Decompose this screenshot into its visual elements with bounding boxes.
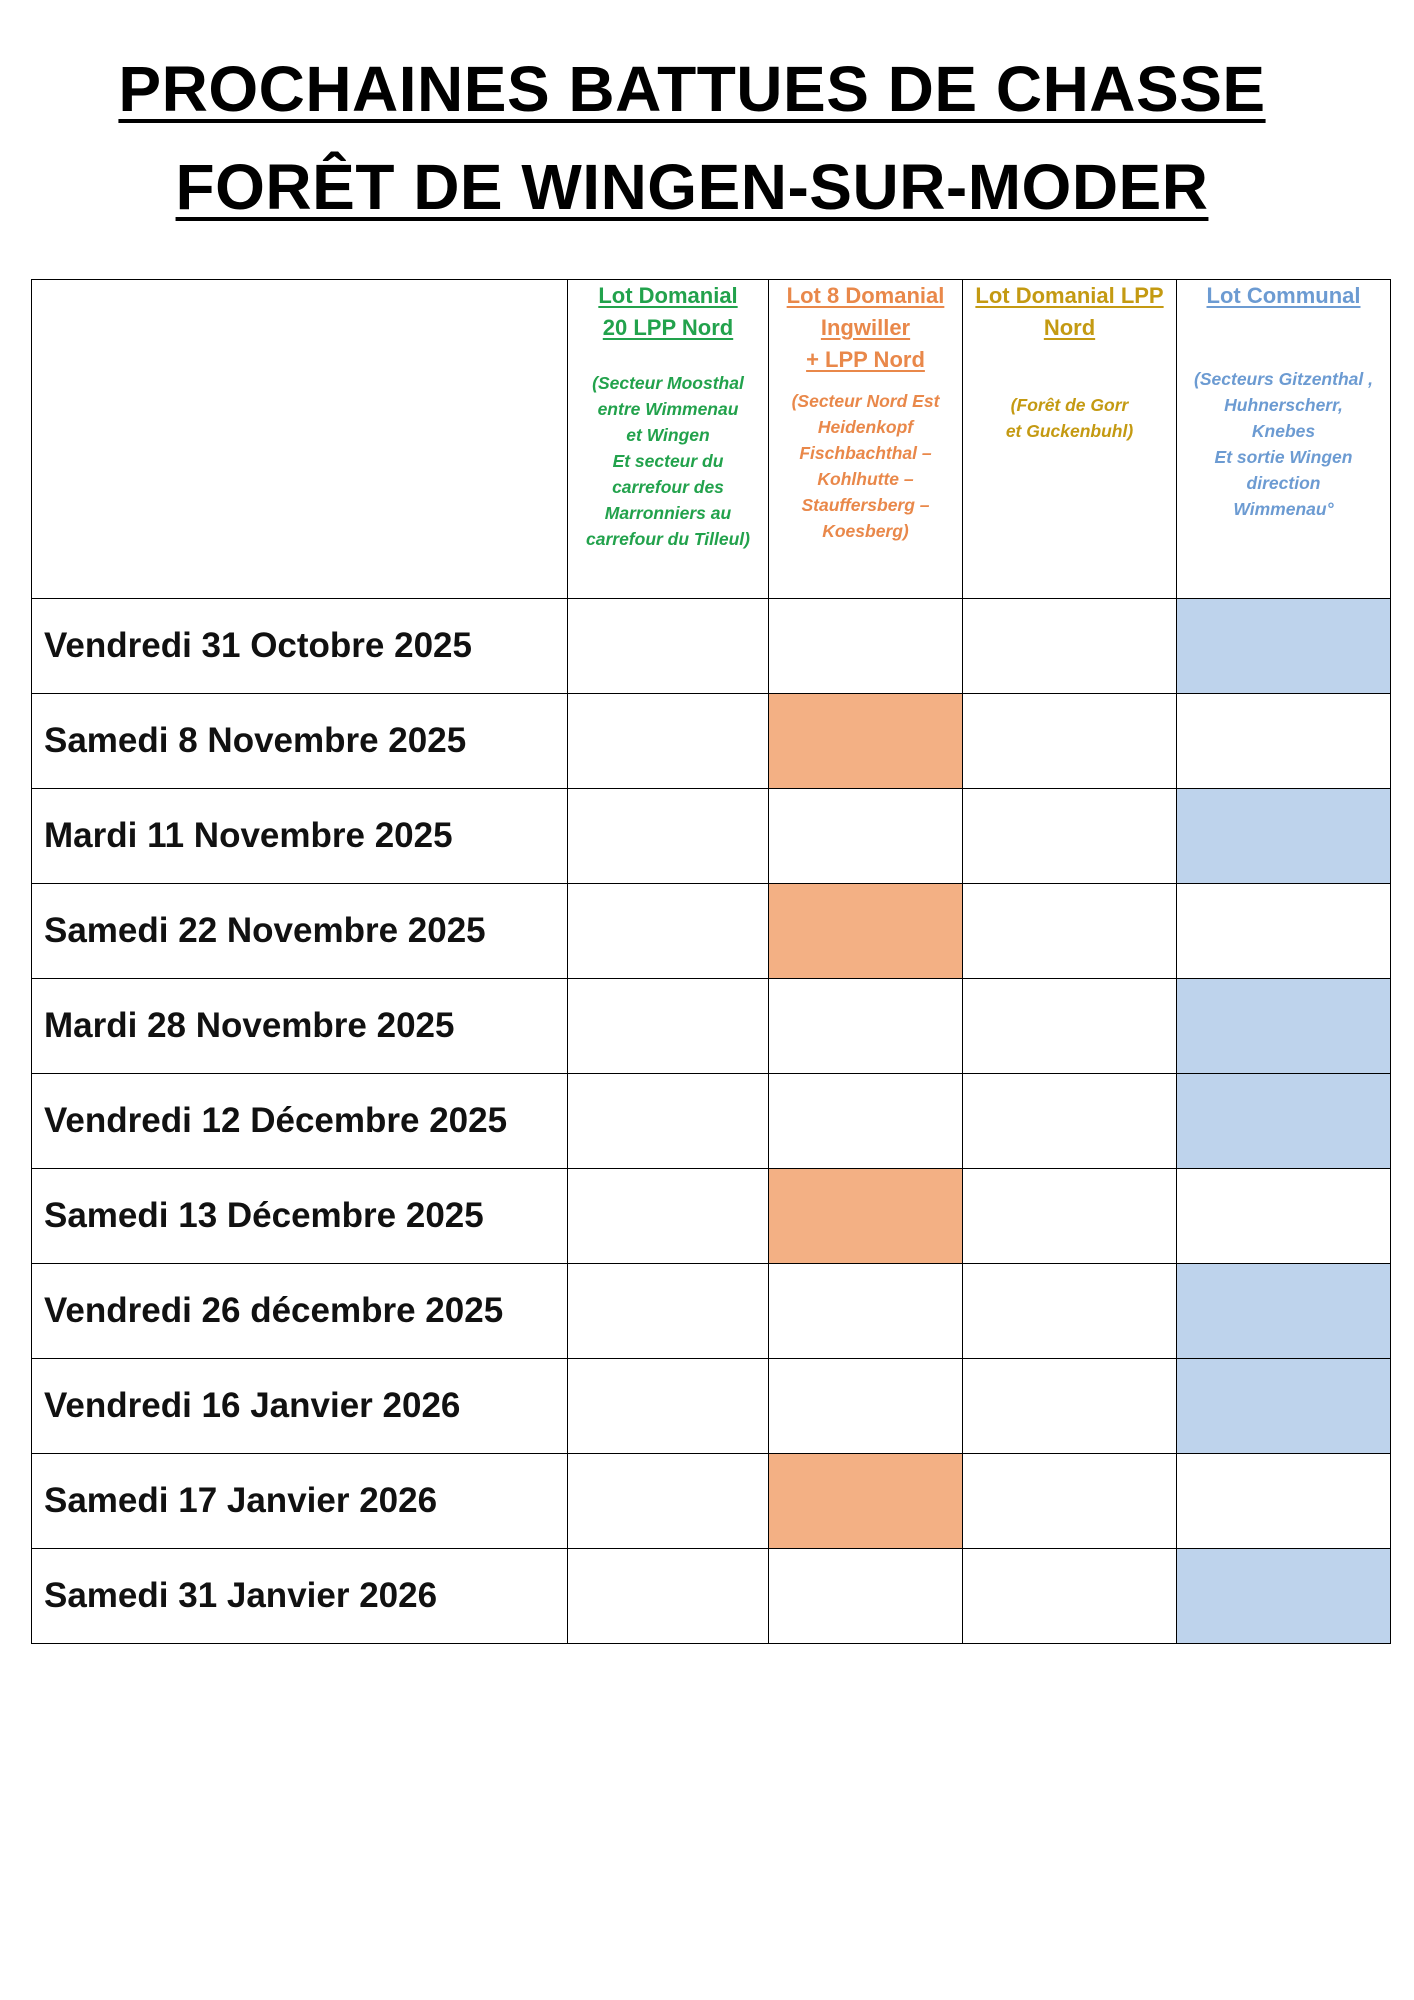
empty-cell (769, 1549, 963, 1644)
empty-cell (769, 1264, 963, 1359)
lot-name-line: Lot Domanial LPP (975, 283, 1164, 308)
table-row (32, 1359, 1391, 1454)
empty-cell (963, 1549, 1177, 1644)
date-cell (32, 979, 568, 1074)
table-row (32, 1264, 1391, 1359)
date-cell (32, 694, 568, 789)
lot-desc-line: et Wingen (626, 425, 710, 445)
date-cell (32, 1169, 568, 1264)
lot-name (1177, 280, 1390, 312)
lot-desc-line: (Secteur Nord Est (791, 391, 940, 411)
lot-name (769, 280, 962, 376)
lot-desc-line: Marronniers au (604, 503, 732, 523)
hunt-date: Vendredi 31 Octobre 2025 (44, 626, 472, 665)
empty-cell (568, 1169, 769, 1264)
hunt-date: Samedi 13 Décembre 2025 (44, 1196, 484, 1235)
page-title (0, 40, 1414, 236)
hunt-date: Samedi 17 Janvier 2026 (44, 1481, 438, 1520)
lot-desc-line: (Secteur Moosthal (592, 373, 744, 393)
header-row (32, 280, 1391, 599)
hunt-date: Vendredi 26 décembre 2025 (44, 1291, 504, 1330)
empty-cell (963, 1169, 1177, 1264)
lot-name-line: 20 LPP Nord (602, 315, 734, 340)
empty-cell (568, 979, 769, 1074)
schedule-rows (32, 599, 1391, 1644)
scheduled-cell (769, 1169, 963, 1264)
lot-desc-line: carrefour du Tilleul) (585, 529, 750, 549)
lot-name-line: Lot 8 Domanial (786, 283, 945, 308)
table-row (32, 1074, 1391, 1169)
hunt-date: Mardi 28 Novembre 2025 (44, 1006, 455, 1045)
header-lot-communal (1177, 280, 1391, 599)
lot-description (769, 388, 962, 544)
lot-desc-line: direction (1246, 473, 1321, 493)
empty-cell (963, 789, 1177, 884)
lot-desc-line: Stauffersberg – (801, 495, 930, 515)
lot-desc-line: Koesberg) (822, 521, 909, 541)
empty-cell (963, 979, 1177, 1074)
empty-cell (963, 599, 1177, 694)
lot-description (1177, 366, 1390, 522)
schedule-table (31, 279, 1391, 1644)
scheduled-cell (1177, 979, 1391, 1074)
lot-desc-line: Huhnerscherr, (1224, 395, 1343, 415)
lot-desc-line: Fischbachthal – (799, 443, 932, 463)
scheduled-cell (769, 884, 963, 979)
hunt-date: Vendredi 16 Janvier 2026 (44, 1386, 461, 1425)
scheduled-cell (769, 1454, 963, 1549)
empty-cell (1177, 1454, 1391, 1549)
empty-cell (568, 599, 769, 694)
empty-cell (568, 1074, 769, 1169)
empty-cell (568, 694, 769, 789)
date-cell (32, 1454, 568, 1549)
empty-cell (568, 1359, 769, 1454)
header-corner-cell (32, 280, 568, 599)
scheduled-cell (1177, 599, 1391, 694)
lot-name-line: + LPP Nord (806, 347, 925, 372)
empty-cell (769, 1074, 963, 1169)
scheduled-cell (1177, 1549, 1391, 1644)
date-cell (32, 1359, 568, 1454)
empty-cell (568, 1454, 769, 1549)
empty-cell (963, 1074, 1177, 1169)
empty-cell (769, 789, 963, 884)
lot-desc-line: entre Wimmenau (597, 399, 739, 419)
lot-desc-line: Et secteur du (612, 451, 724, 471)
lot-desc-line: (Forêt de Gorr (1010, 395, 1129, 415)
header-lot-domanial-20 (568, 280, 769, 599)
date-cell (32, 1264, 568, 1359)
empty-cell (568, 1549, 769, 1644)
table-row (32, 1454, 1391, 1549)
hunt-date: Samedi 31 Janvier 2026 (44, 1576, 438, 1615)
table-row (32, 599, 1391, 694)
date-cell (32, 789, 568, 884)
table-row (32, 1549, 1391, 1644)
header-lot-8-domanial (769, 280, 963, 599)
empty-cell (963, 1359, 1177, 1454)
empty-cell (568, 789, 769, 884)
lot-desc-line: Wimmenau° (1233, 499, 1334, 519)
hunt-date: Samedi 22 Novembre 2025 (44, 911, 486, 950)
date-cell (32, 1549, 568, 1644)
empty-cell (568, 884, 769, 979)
lot-desc-line: Et sortie Wingen (1214, 447, 1353, 467)
empty-cell (1177, 884, 1391, 979)
lot-name-line: Lot Communal (1206, 283, 1361, 308)
table-row (32, 884, 1391, 979)
empty-cell (963, 884, 1177, 979)
scheduled-cell (1177, 1074, 1391, 1169)
empty-cell (1177, 1169, 1391, 1264)
lot-desc-line: Knebes (1251, 421, 1316, 441)
lot-description (568, 370, 768, 552)
empty-cell (963, 694, 1177, 789)
hunt-date: Samedi 8 Novembre 2025 (44, 721, 467, 760)
lot-desc-line: Kohlhutte – (817, 469, 914, 489)
lot-desc-line: et Guckenbuhl) (1005, 421, 1134, 441)
scheduled-cell (1177, 1264, 1391, 1359)
lot-name (568, 280, 768, 344)
date-cell (32, 599, 568, 694)
scheduled-cell (769, 694, 963, 789)
empty-cell (769, 979, 963, 1074)
title-line-1: PROCHAINES BATTUES DE CHASSE (118, 53, 1266, 125)
empty-cell (769, 1359, 963, 1454)
lot-name (963, 280, 1176, 344)
scheduled-cell (1177, 789, 1391, 884)
date-cell (32, 1074, 568, 1169)
empty-cell (568, 1264, 769, 1359)
lot-desc-line: (Secteurs Gitzenthal , (1194, 369, 1373, 389)
title-line-2: FORÊT DE WINGEN-SUR-MODER (175, 151, 1209, 223)
scheduled-cell (1177, 1359, 1391, 1454)
lot-desc-line: carrefour des (612, 477, 724, 497)
table-row (32, 1169, 1391, 1264)
table-row (32, 979, 1391, 1074)
lot-name-line: Lot Domanial (598, 283, 738, 308)
lot-description (963, 392, 1176, 444)
hunt-date: Mardi 11 Novembre 2025 (44, 816, 453, 855)
header-lot-domanial-lpp-nord (963, 280, 1177, 599)
table-row (32, 789, 1391, 884)
empty-cell (769, 599, 963, 694)
lot-name-line: Nord (1043, 315, 1096, 340)
empty-cell (963, 1454, 1177, 1549)
lot-name-line: Ingwiller (820, 315, 911, 340)
empty-cell (1177, 694, 1391, 789)
lot-desc-line: Heidenkopf (817, 417, 914, 437)
table-row (32, 694, 1391, 789)
date-cell (32, 884, 568, 979)
empty-cell (963, 1264, 1177, 1359)
hunt-date: Vendredi 12 Décembre 2025 (44, 1101, 508, 1140)
